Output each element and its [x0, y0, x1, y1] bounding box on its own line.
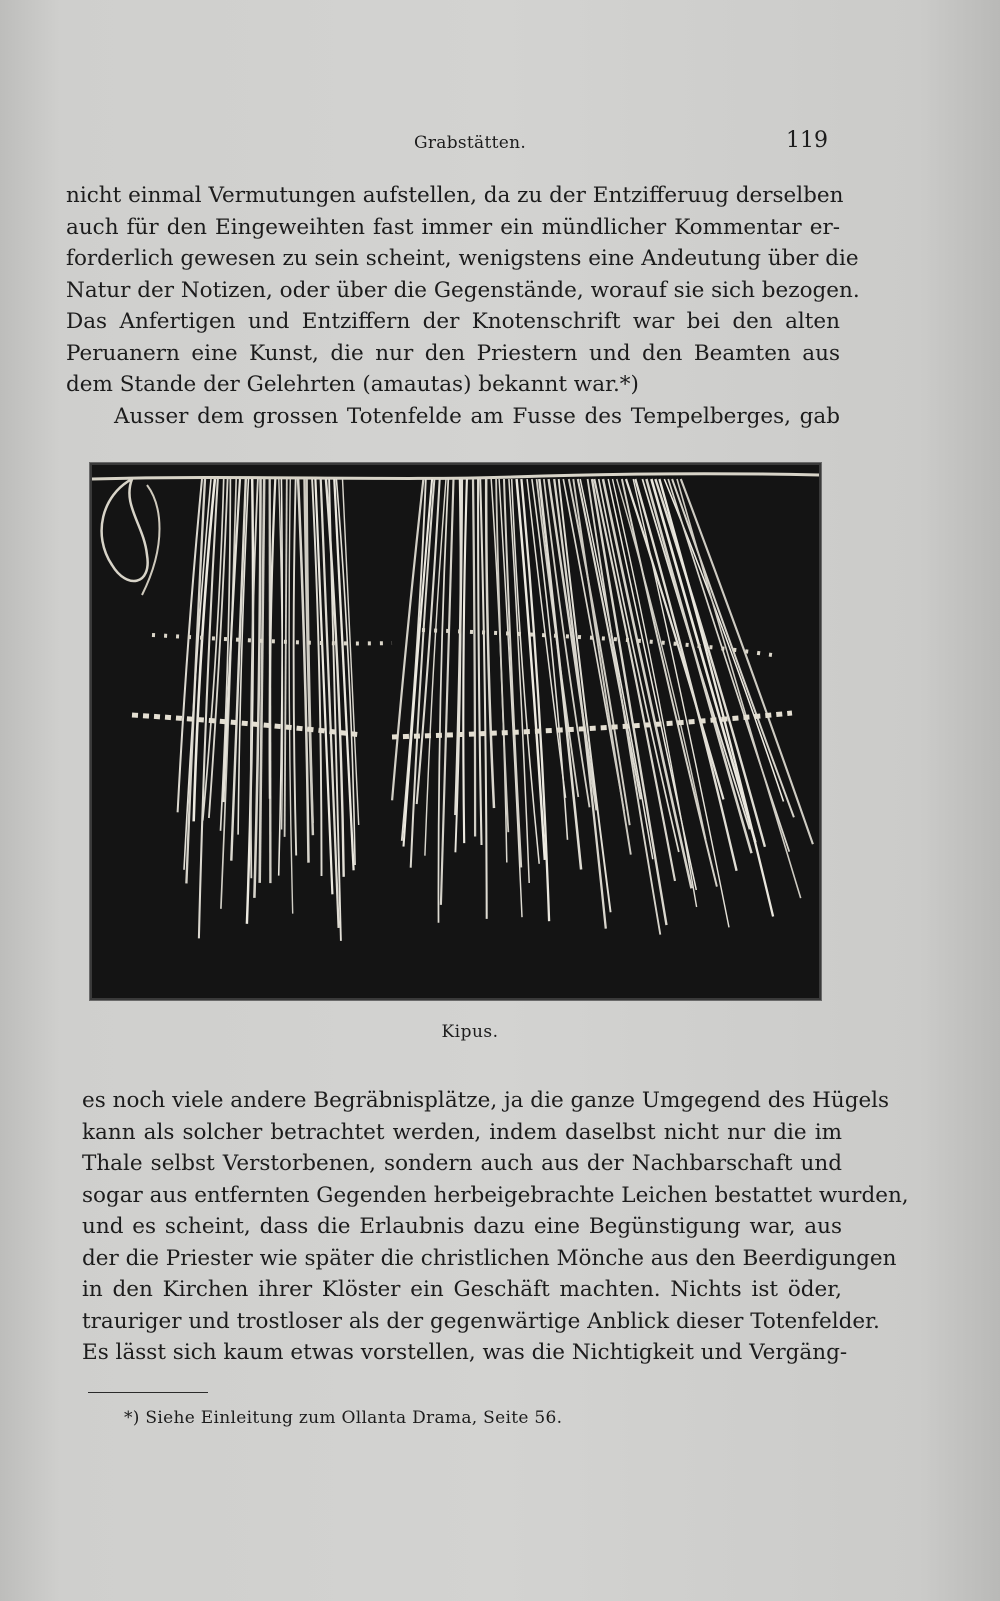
kipu-pendant-cord	[343, 479, 359, 825]
kipu-pendant-cord	[463, 479, 467, 843]
kipu-pendant-cord	[441, 479, 454, 905]
footnote-rule	[88, 1392, 208, 1393]
footnote: *) Siehe Einleitung zum Ollanta Drama, Seite 56.	[124, 1408, 563, 1428]
kipu-pendant-cord	[677, 479, 801, 898]
text-line: Natur der Notizen, oder über die Gegenstände, worauf sie sich bezogen.	[66, 277, 860, 303]
text-line: und es scheint, dass die Erlaubnis dazu eine Begünstigung war, aus	[82, 1214, 842, 1239]
kipu-knot-band	[132, 715, 362, 735]
kipu-pendant-cord	[294, 479, 297, 856]
kipu-loop-cord	[102, 479, 148, 581]
kipu-main-cord	[92, 474, 819, 479]
kipu-illustration	[92, 465, 819, 998]
kipu-pendant-cord	[473, 479, 475, 837]
kipu-pendant-cord	[486, 479, 494, 808]
text-line: auch für den Eingeweihten fast immer ein mündlicher Kommentar er-	[66, 214, 840, 240]
text-line: dem Stande der Gelehrten (amautas) bekannt war.*)	[66, 372, 639, 397]
text-line: forderlich gewesen zu sein scheint, wenigstens eine Andeutung über die	[66, 246, 859, 271]
paragraph-top	[66, 180, 860, 432]
text-line: es noch viele andere Begräbnisplätze, ja die ganze Umgegend des Hügels	[82, 1088, 890, 1113]
text-line: nicht einmal Vermutungen aufstellen, da zu der Entzifferuug derselben	[66, 183, 844, 208]
kipu-photograph	[90, 463, 821, 1000]
text-line: Thale selbst Verstorbenen, sondern auch aus der Nachbarschaft und	[82, 1151, 842, 1176]
kipu-pendant-cord	[517, 479, 545, 860]
kipu-pendant-cord	[289, 479, 293, 914]
figure-caption: Kipus.	[441, 1022, 499, 1042]
text-line: trauriger und trostloser als der gegenwärtige Anblick dieser Totenfelder.	[82, 1308, 880, 1334]
paragraph-bottom	[82, 1085, 909, 1369]
text-line: Das Anfertigen und Entziffern der Knotenschrift war bei den alten	[66, 309, 840, 334]
text-line: Peruanern eine Kunst, die nur den Priestern und den Beamten aus	[66, 340, 840, 366]
kipu-pendant-cord	[285, 479, 287, 837]
running-header-title: Grabstätten.	[413, 133, 527, 153]
text-line: kann als solcher betrachtet werden, indem daselbst nicht nur die im	[82, 1119, 842, 1145]
text-line: Ausser dem grossen Totenfelde am Fusse des Tempelberges, gab	[114, 403, 840, 429]
text-line: sogar aus entfernten Gegenden herbeigebrachte Leichen bestattet wurden,	[82, 1182, 909, 1208]
text-line: in den Kirchen ihrer Klöster ein Geschäft machten. Nichts ist öder,	[82, 1277, 842, 1302]
kipu-pendant-cord	[651, 479, 755, 842]
text-line: der die Priester wie später die christlichen Mönche aus den Beerdigungen	[82, 1245, 897, 1271]
text-line: Es lässt sich kaum etwas vorstellen, was die Nichtigkeit und Vergäng-	[82, 1340, 848, 1365]
page-number: 119	[786, 128, 828, 153]
